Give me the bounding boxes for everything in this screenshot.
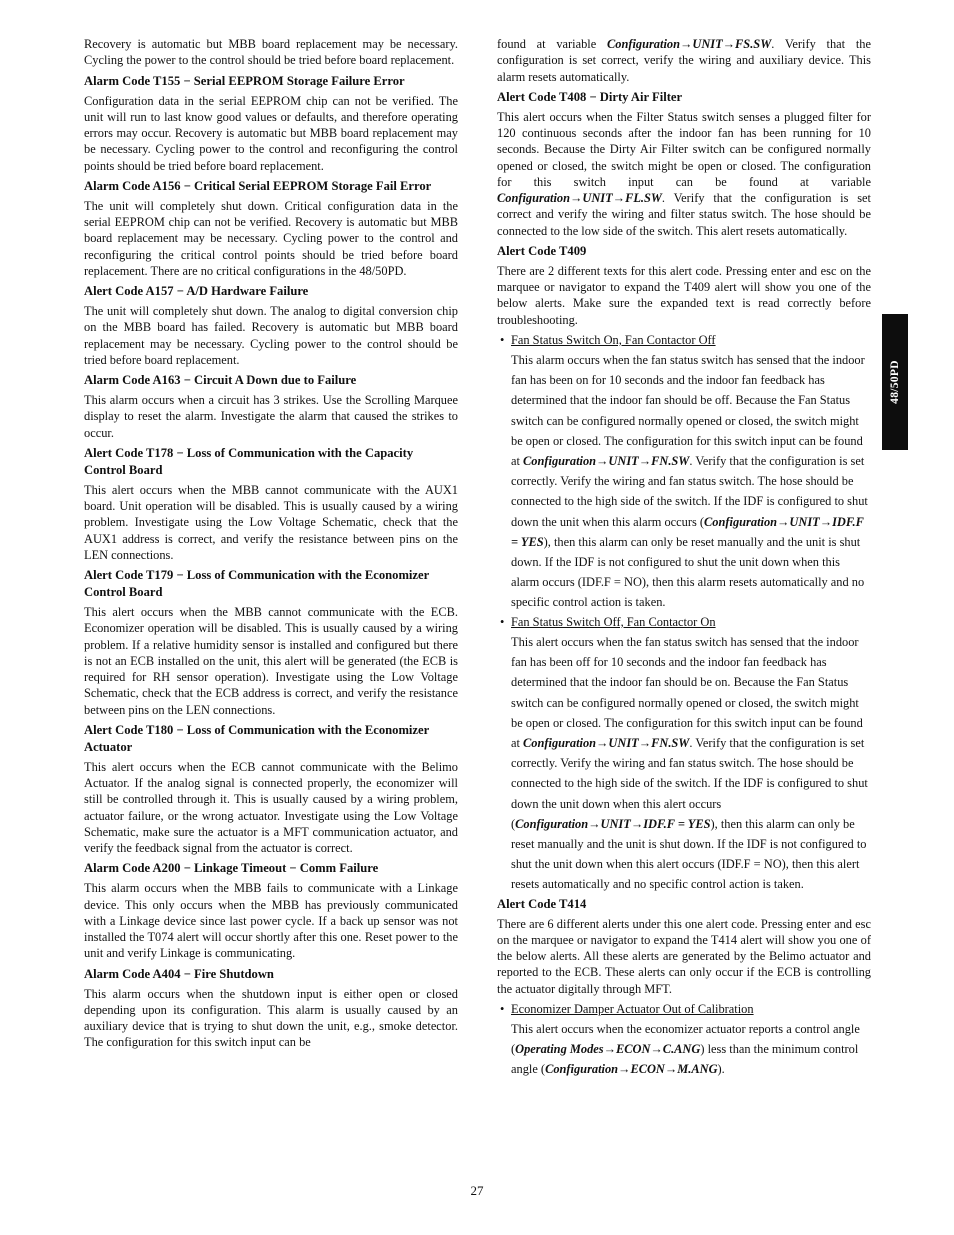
bullet-fan-status-on	[497, 332, 871, 348]
heading-t409: Alert Code T409	[497, 243, 587, 258]
text-run: This alarm occurs when the fan status switch has sensed that the indoor fan has been on for 10 seconds and the indoor fan feedback has determined that the indoor fan should be off. Because the Fan Status switch can be configured normally opened or closed, the switch might be open or closed. The configuration for this switch input can be found at	[511, 353, 865, 469]
text-run: found at variable	[497, 37, 607, 51]
bullet-damper-calibration	[497, 1001, 871, 1017]
page-number: 27	[470, 1183, 484, 1198]
section-side-tab	[882, 314, 908, 450]
paragraph-a156: The unit will completely shut down. Critical configuration data in the serial EEPROM chip can not be verified. Recovery is automatic but MBB board replacement may be necessary. Cycling power to the control and reconfiguring the critical control points should be tried before board replacement. There are no critical configurations in the 48/50PD.	[84, 198, 458, 278]
bullet-fan-status-off	[497, 614, 871, 630]
config-path: Configuration→UNIT→IDF.F = YES	[511, 514, 864, 549]
side-tab-label: 48/50PD	[889, 360, 901, 404]
text-run: ).	[717, 1062, 725, 1077]
text-run: ), then this alarm can only be reset manually and the unit is shut down. If the IDF is not configured to shut the unit down when this alarm occurs (IDF.F = NO), then this alarm resets automatically and no specific control action is taken.	[511, 534, 865, 610]
config-path: Configuration→UNIT→FN.SW	[523, 454, 690, 469]
config-path: Configuration→UNIT→FL.SW	[497, 191, 662, 205]
bullet-paragraph-fan-status-off	[497, 632, 871, 895]
text-run: ), then this alarm can only be reset manually and the unit is shut down. If the IDF is not configured to shut the unit down when this alert occurs (IDF.F = NO), then this alert resets automatically and no specific control action is taken.	[511, 816, 867, 892]
paragraph-t414: There are 6 different alerts under this one alert code. Pressing enter and esc on the marquee or navigator to expand the T414 alert will show you one of the below alerts. All these alerts are generated by the Belimo actuator and reported to the ECB. These alerts can only occur if the ECB is controlling the actuator digitally through MFT.	[497, 916, 871, 996]
paragraph-a157: The unit will completely shut down. The analog to digital conversion chip on the MBB board has failed. Recovery is automatic but MBB board replacement may be necessary. Cycling power to the control should be tried before board replacement.	[84, 304, 458, 367]
paragraph-t409: There are 2 different texts for this alert code. Pressing enter and esc on the marquee or navigator to expand the T409 alert will show you one of the below alerts. Make sure the expanded text is read correctly before troubleshooting.	[497, 263, 871, 327]
heading-a404: Alarm Code A404 − Fire Shutdown	[84, 966, 274, 981]
paragraph-a200: This alarm occurs when the MBB fails to communicate with a Linkage device. This only occurs when the MBB has previously communicated with a Linkage device since last power cycle. If a back up sensor was not installed the T074 alert will occur shortly after this one. Reset power to the unit and verify Linkage is communicating.	[84, 881, 458, 961]
config-path: Configuration→UNIT→FN.SW	[523, 735, 690, 750]
bullet-paragraph-damper-calibration	[497, 1019, 871, 1080]
config-path: Configuration→UNIT→IDF.F = YES	[515, 816, 711, 831]
text-run: . Verify that the configuration is set correct and verify the wiring and filter status switch. The hose should be connected to the low side of the switch. This alert resets automatically.	[497, 191, 871, 238]
heading-t179: Alert Code T179 − Loss of Communication with the Economizer Control Board	[84, 568, 429, 599]
text-run: . Verify that the configuration is set correctly. Verify the wiring and fan status switch. The hose should be connected to the high side of the switch. If the IDF is configured to shut down the unit when this alarm occurs (	[511, 454, 868, 529]
bullet-title: Fan Status Switch On, Fan Contactor Off	[511, 332, 716, 347]
paragraph-fire-shutdown-cont	[497, 36, 871, 85]
bullet-title: Economizer Damper Actuator Out of Calibration	[511, 1001, 754, 1016]
text-run: ) less than the minimum control angle (	[511, 1042, 859, 1077]
heading-a156: Alarm Code A156 − Critical Serial EEPROM Storage Fail Error	[84, 178, 432, 193]
left-column	[84, 36, 458, 1055]
paragraph-a404: This alarm occurs when the shutdown input is either open or closed depending upon its configuration. This alarm is usually caused by an auxiliary device that is trying to shut down the unit, e.g., smoke detector. The configuration for this switch input can be	[84, 986, 458, 1050]
config-path: Configuration→UNIT→FS.SW	[606, 37, 772, 51]
bullet-dot: •	[500, 614, 505, 629]
heading-t414: Alert Code T414	[497, 896, 587, 911]
bullet-dot: •	[500, 1001, 505, 1016]
text-run: . Verify that the configuration is set correctly. Verify the wiring and fan status switch. The hose should be connected to the high side of the switch. If the IDF is configured to shut down the unit down when this alert occurs (	[511, 735, 868, 831]
bullet-title: Fan Status Switch Off, Fan Contactor On	[511, 614, 716, 629]
paragraph-t179: This alert occurs when the MBB cannot communicate with the ECB. Economizer operation will be disabled. This is usually caused by a wiring problem. If a relative humidity sensor is installed and configured but there is not an ECB installed on the unit, this alert will be generated (the ECB is required for RH sensor operation). Investigate using the Low Voltage Schematic, check that the ECB address is correct, and verify the resistance between pins on the LEN connections.	[84, 605, 458, 717]
paragraph-t155: Configuration data in the serial EEPROM chip can not be verified. The unit will run to last know good values or defaults, and therefore operating errors may occur. Recovery is automatic but MBB board replacement may be necessary. Cycling power to the control and reconfiguring the control points should be tried before board replacement.	[84, 93, 458, 173]
heading-t178: Alert Code T178 − Loss of Communication with the Capacity Control Board	[84, 445, 414, 477]
paragraph-a163: This alarm occurs when a circuit has 3 strikes. Use the Scrolling Marquee display to reset the alarm. Investigate the alarm that caused the strikes to occur.	[84, 393, 458, 440]
config-path: Configuration→ECON→M.ANG	[545, 1062, 718, 1077]
heading-a163: Alarm Code A163 − Circuit A Down due to Failure	[84, 373, 357, 387]
heading-t408: Alert Code T408 − Dirty Air Filter	[497, 89, 683, 104]
paragraph-t180: This alert occurs when the ECB cannot communicate with the Belimo Actuator. If the analog signal is connected properly, the economizer will still be controlled through it. This is usually caused by a wiring problem, actuator failure, or the wrong actuator. Investigate using the Low Voltage Schematic, make sure the actuator is a MFT communication actuator, and verify the feedback signal from the actuator is correct.	[84, 759, 458, 855]
heading-a200: Alarm Code A200 − Linkage Timeout − Comm Failure	[84, 861, 379, 876]
bullet-paragraph-fan-status-on	[497, 350, 871, 613]
text-run: This alert occurs when the economizer actuator reports a control angle (	[511, 1022, 860, 1057]
text-run: This alert occurs when the fan status switch has sensed that the indoor fan has been off for 10 seconds and the indoor fan feedback has determined that the indoor fan should be on. Because the Fan Status switch can be configured normally opened or closed, the switch might be open or closed. The configuration for this switch input can be found at	[511, 634, 863, 750]
config-path: Operating Modes→ECON→C.ANG	[515, 1042, 701, 1057]
heading-t155: Alarm Code T155 − Serial EEPROM Storage Failure Error	[84, 73, 405, 88]
paragraph-t178: This alert occurs when the MBB cannot communicate with the AUX1 board. Unit operation will be disabled. This is usually caused by a wiring problem. Investigate using the Low Voltage Schematic, check that the AUX1 address is correct, and verify the resistance between pins on the LEN connections.	[84, 482, 458, 562]
right-column	[497, 36, 871, 1081]
heading-a157: Alert Code A157 − A/D Hardware Failure	[84, 284, 309, 298]
paragraph-t408	[497, 109, 871, 239]
paragraph-recovery: Recovery is automatic but MBB board replacement may be necessary. Cycling the power to the control should be tried before board replacement.	[84, 37, 458, 68]
text-run: . Verify that the configuration is set correct, verify the wiring and auxiliary device. This alarm resets automatically.	[497, 37, 871, 84]
heading-t180: Alert Code T180 − Loss of Communication with the Economizer Actuator	[84, 722, 429, 754]
bullet-dot: •	[500, 332, 505, 347]
text-run: This alert occurs when the Filter Status switch senses a plugged filter for 120 continuous seconds after the indoor fan has been running for 10 seconds. Because the Dirty Air Filter switch can be configured normally opened or closed, the switch might be open or closed. The configuration for this switch input can be found at variable	[497, 109, 871, 189]
